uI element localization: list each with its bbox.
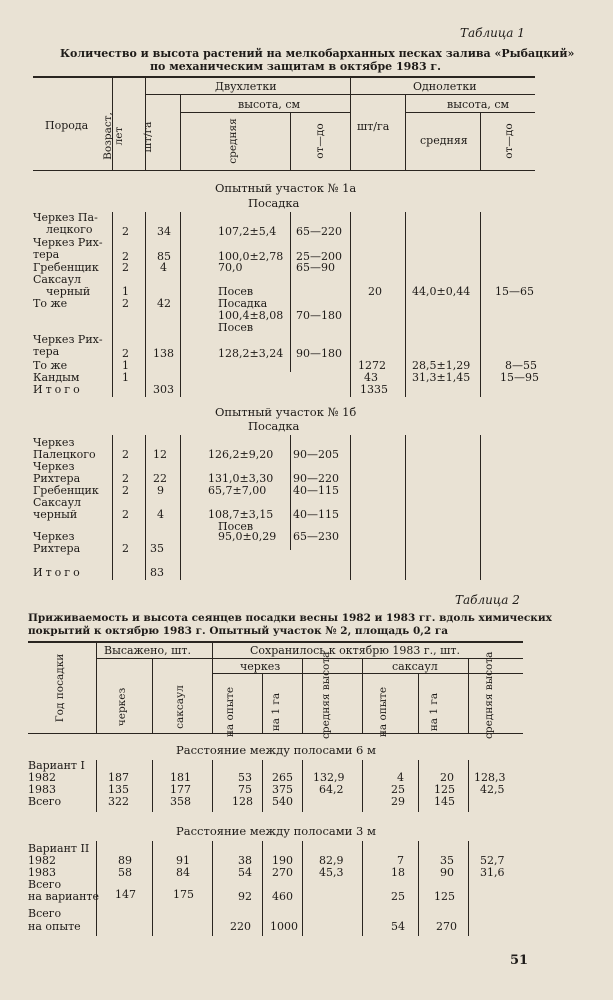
t2-vline [362, 760, 363, 812]
t2-h-saksaul-col: саксаул [174, 685, 186, 729]
t2-h-na-1-ga: на 1 га [270, 692, 282, 732]
t1-vline [480, 212, 481, 397]
t1-h-shtga: шт/га [142, 121, 154, 153]
t1a-r1-otdo: 65—220 [296, 225, 342, 238]
t1-h-vozrast: Возраст, лет [102, 112, 125, 160]
t2-vline [96, 641, 97, 733]
t2-vline [302, 658, 303, 733]
t2-variant1: Вариант I [28, 759, 85, 772]
t1a-r2-age: 2 [122, 250, 129, 263]
t1a2-r2-sht2: 1272 [358, 359, 386, 372]
t1a2-r1-sht: 138 [153, 347, 174, 360]
t2-to-saop: 54 [391, 920, 405, 933]
t1a-r5-extra-otdo: 70—180 [296, 309, 342, 322]
t1b-r4-sht: 4 [157, 508, 164, 521]
t2-h-cherkez-col: черкез [116, 687, 128, 727]
t2-vline [302, 760, 303, 812]
t2-tv-vsa: 175 [173, 888, 194, 901]
t1-section-a: Опытный участок № 1а [215, 181, 357, 195]
t1b-r5-name2: Рихтера [33, 542, 81, 555]
t2-to-label2: на опыте [28, 920, 81, 933]
t1a-r3-name1: Гребенщик [33, 261, 99, 274]
t2-vline [362, 841, 363, 936]
t1-h-shtga2: шт/га [357, 120, 390, 133]
t1a-r3-sred: 70,0 [218, 261, 243, 274]
t1b-total-sht: 83 [150, 566, 164, 579]
t2-vline [262, 673, 263, 733]
t1a-r1-sht: 34 [157, 225, 171, 238]
t1a-r5-sred: Посадка [218, 297, 268, 310]
t2-vline [262, 760, 263, 812]
t1b-r4-sred: 108,7±3,15 [208, 508, 274, 521]
t2-to-chop: 220 [230, 920, 251, 933]
t1-vline [290, 112, 291, 170]
t1-vline [145, 212, 146, 397]
t2-r3-vch: 322 [108, 795, 129, 808]
t1a-r4-age: 1 [122, 285, 129, 298]
t2-vline [212, 760, 213, 812]
t1-vline [480, 435, 481, 580]
t2-r2-chga: 375 [272, 783, 293, 796]
t2-tv-vch: 147 [115, 888, 136, 901]
t1-h-srednyaya2: средняя [420, 134, 468, 147]
t2-r1-vsa: 181 [170, 771, 191, 784]
t1b-r5-sred: 95,0±0,29 [218, 530, 277, 543]
t2-r3-god: Всего [28, 795, 62, 808]
t1a2-r3-name1: Кандым [33, 371, 80, 384]
t1b-r4-otdo: 40—115 [293, 508, 339, 521]
t2-r1-saga: 20 [440, 771, 454, 784]
t2-v2-r1-saop: 7 [397, 854, 404, 867]
t1-section-b: Опытный участок № 1б [215, 405, 357, 419]
t2-v2-r2-god: 1983 [28, 866, 56, 879]
t1a-r4-sred: Посев [218, 285, 254, 298]
t1b-r4-name1: Саксаул [33, 496, 82, 509]
table1-top-rule [33, 76, 535, 78]
t1-vline [290, 212, 291, 372]
table2-label: Таблица 2 [455, 593, 520, 607]
t1b-r5-age: 2 [122, 542, 129, 555]
t2-v2-r1-god: 1982 [28, 854, 56, 867]
t1-h-srednyaya: средняя [227, 118, 239, 164]
table2-title-line2: покрытий к октябрю 1983 г. Опытный участок № 2, площадь 0,2 га [28, 625, 449, 637]
t2-r3-saop: 29 [391, 795, 405, 808]
t2-vline [96, 841, 97, 936]
t2-vline [152, 760, 153, 812]
t2-vline [418, 760, 419, 812]
table2-top-rule [28, 641, 523, 643]
t1a2-r2-otdo2: 8—55 [505, 359, 537, 372]
t1b-r3-name1: Гребенщик [33, 484, 99, 497]
t2-v2-r2-chga: 270 [272, 866, 293, 879]
t2-r3-chop: 128 [232, 795, 253, 808]
t2-r3-vsa: 358 [170, 795, 191, 808]
t2-v2-r1-saga: 35 [440, 854, 454, 867]
t2-v2-r1-vch: 89 [118, 854, 132, 867]
t1a-total-sht: 303 [153, 383, 174, 396]
t1-h-otdo: от—до [314, 123, 326, 159]
t2-vline [152, 841, 153, 936]
t2-h-god: Год посадки [54, 653, 66, 723]
t1a-r2-name1: Черкез Рих- [33, 236, 103, 249]
t2-v2-r1-sasr: 52,7 [480, 854, 505, 867]
t2-r2-god: 1983 [28, 783, 56, 796]
t2-h-vysazheno: Высажено, шт. [104, 644, 191, 657]
t1b-r5-otdo: 65—230 [293, 530, 339, 543]
t1b-posev: Посев [218, 520, 254, 533]
t2-h-sred-vys: средняя высота [320, 651, 332, 739]
t2-vline [468, 841, 469, 936]
t2-section1: Расстояние между полосами 6 м [176, 743, 376, 757]
t2-vline [468, 658, 469, 733]
t2-vline [212, 641, 213, 733]
t1a2-r1-otdo: 90—180 [296, 347, 342, 360]
t1b-r5-name1: Черкез [33, 530, 75, 543]
t1a-r3-age: 2 [122, 261, 129, 274]
t1a2-r1-name1: Черкез Рих- [33, 333, 103, 346]
t1a-r1-age: 2 [122, 225, 129, 238]
t2-vline [418, 841, 419, 936]
t1a2-r1-sred: 128,2±3,24 [218, 347, 284, 360]
t1b-r2-name1: Черкез [33, 460, 75, 473]
t2-r1-saop: 4 [397, 771, 404, 784]
t2-v2-r2-vsa: 84 [176, 866, 190, 879]
t1a-r3-otdo: 65—90 [296, 261, 335, 274]
t1b-r2-sht: 22 [153, 472, 167, 485]
t2-tv-saop: 25 [391, 890, 405, 903]
t1b-r4-name2: черный [33, 508, 78, 521]
t1b-r1-age: 2 [122, 448, 129, 461]
t1-h-odnoletki: Однолетки [413, 80, 477, 93]
t2-r2-saga: 125 [434, 783, 455, 796]
t1b-r3-age: 2 [122, 484, 129, 497]
t2-r2-vsa: 177 [170, 783, 191, 796]
t1a-r5-extra-sred: 100,4±8,08 [218, 309, 284, 322]
t2-v2-r2-chop: 54 [238, 866, 252, 879]
t2-r1-sasr: 128,3 [474, 771, 506, 784]
t2-r2-saop: 25 [391, 783, 405, 796]
t1a-r4-name2: черный [46, 285, 91, 298]
table1-group-rule [145, 94, 535, 95]
t2-h-sred-vys2: средняя высота [483, 651, 495, 739]
t1a2-r2-age: 1 [122, 359, 129, 372]
t2-r1-chsr: 132,9 [313, 771, 345, 784]
t1b-total-label: Итого [33, 566, 83, 579]
t2-tv-saga: 125 [434, 890, 455, 903]
t1a-r2-otdo: 25—200 [296, 250, 342, 263]
t1a-r4-sht2: 20 [368, 285, 382, 298]
t1a-r1-name2: лецкого [46, 223, 93, 236]
table1-vysota-rule-1 [180, 112, 350, 113]
table2-subgroup-rule [212, 673, 523, 674]
t2-v2-r1-vsa: 91 [176, 854, 190, 867]
table2-group-rule [96, 658, 523, 659]
t1-h-poroda: Порода [45, 119, 89, 132]
t2-variant2: Вариант II [28, 842, 90, 855]
t1b-r1-sht: 12 [153, 448, 167, 461]
t1-vline [350, 76, 351, 170]
t2-v2-r2-sasr: 31,6 [480, 866, 505, 879]
t2-vline [468, 760, 469, 812]
t1-vline [145, 435, 146, 580]
t2-to-chga: 1000 [270, 920, 298, 933]
t2-vline [418, 673, 419, 733]
t1-vline [480, 112, 481, 170]
t1-vline [350, 435, 351, 580]
t1a2-r2-name1: То же [33, 359, 68, 372]
t2-tv-chga: 460 [272, 890, 293, 903]
t2-h-sohranilos: Сохранилось к октябрю 1983 г., шт. [250, 644, 460, 657]
t1a-r5-sht: 42 [157, 297, 171, 310]
t1a2-r3-sred2: 31,3±1,45 [412, 371, 471, 384]
t1-h-dvuhletki: Двухлетки [215, 80, 277, 93]
t2-r3-saga: 145 [434, 795, 455, 808]
t2-r1-god: 1982 [28, 771, 56, 784]
t1-vline [405, 212, 406, 397]
t2-vline [262, 841, 263, 936]
t1a-r2-sht: 85 [157, 250, 171, 263]
t1a-r5-age: 2 [122, 297, 129, 310]
t2-to-saga: 270 [436, 920, 457, 933]
t1a-total-sht2: 1335 [360, 383, 388, 396]
t1-vline [112, 212, 113, 397]
t2-vline [362, 658, 363, 733]
t2-v2-r2-vch: 58 [118, 866, 132, 879]
t2-r2-sasr: 42,5 [480, 783, 505, 796]
t1a-r2-name2: тера [33, 248, 60, 261]
t1b-r1-name2: Палецкого [33, 448, 96, 461]
t1a-r4-sred2: 44,0±0,44 [412, 285, 471, 298]
t1b-r2-age: 2 [122, 472, 129, 485]
t1a-r1-sred: 107,2±5,4 [218, 225, 277, 238]
t1a-total-label: Итого [33, 383, 83, 396]
t2-r1-chop: 53 [238, 771, 252, 784]
t1-vline [180, 435, 181, 580]
t2-h-saksaul: саксаул [392, 660, 438, 673]
t1-vline [405, 94, 406, 170]
t1a2-r2-sred2: 28,5±1,29 [412, 359, 471, 372]
t1-vline [180, 212, 181, 397]
t1-h-vysota: высота, см [238, 98, 301, 111]
t2-v2-r1-chop: 38 [238, 854, 252, 867]
t2-tv-label1: Всего [28, 878, 62, 891]
t1a2-r1-name2: тера [33, 345, 60, 358]
t1-vline [112, 435, 113, 580]
t1b-r2-sred: 131,0±3,30 [208, 472, 274, 485]
t1-section-b-sub: Посадка [248, 419, 300, 433]
t1-h-otdo2: от—до [503, 123, 515, 159]
t1a-r4-name1: Саксаул [33, 273, 82, 286]
t1-vline [405, 435, 406, 580]
t2-h-na-opyte2: на опыте [377, 686, 389, 738]
t1a-r5-name1: То же [33, 297, 68, 310]
table1-title-line1: Количество и высота растений на мелкобарханных песках залива «Рыбацкий» [60, 47, 575, 60]
t1a2-r3-sht2: 43 [364, 371, 378, 384]
t1a2-r3-otdo2: 15—95 [500, 371, 539, 384]
t1-section-a-sub: Посадка [248, 196, 300, 210]
t2-tv-label2: на варианте [28, 890, 99, 903]
t2-vline [302, 841, 303, 936]
t1-h-vysota2: высота, см [447, 98, 510, 111]
t2-v2-r1-chsr: 82,9 [319, 854, 344, 867]
t2-r2-chop: 75 [238, 783, 252, 796]
t1a2-r1-age: 2 [122, 347, 129, 360]
page-number: 51 [510, 953, 529, 968]
t1b-r2-otdo: 90—220 [293, 472, 339, 485]
t2-r2-vch: 135 [108, 783, 129, 796]
t2-r2-chsr: 64,2 [319, 783, 344, 796]
t1-vline [180, 94, 181, 170]
t1a-r5-extra-posev: Посев [218, 321, 254, 334]
t1b-r1-sred: 126,2±9,20 [208, 448, 274, 461]
table1-title-line2: по механическим защитам в октябре 1983 г. [150, 60, 442, 73]
t2-v2-r2-saga: 90 [440, 866, 454, 879]
t2-v2-r2-chsr: 45,3 [319, 866, 344, 879]
t2-section2: Расстояние между полосами 3 м [176, 824, 376, 838]
t1a2-r3-age: 1 [122, 371, 129, 384]
t2-vline [96, 760, 97, 812]
t1-vline [350, 212, 351, 397]
t1a-r1-name1: Черкез Па- [33, 211, 98, 224]
t1b-r3-otdo: 40—115 [293, 484, 339, 497]
t1b-r3-sht: 9 [157, 484, 164, 497]
table2-title-line1: Приживаемость и высота сеянцев посадки весны 1982 и 1983 гг. вдоль химических [28, 612, 552, 624]
table1-label: Таблица 1 [460, 26, 525, 40]
t1b-r1-otdo: 90—205 [293, 448, 339, 461]
t1b-r1-name1: Черкез [33, 436, 75, 449]
t2-r1-chga: 265 [272, 771, 293, 784]
t2-h-na-opyte: на опыте [224, 686, 236, 738]
t2-r3-chga: 540 [272, 795, 293, 808]
t1-vline [290, 435, 291, 550]
t2-v2-r1-chga: 190 [272, 854, 293, 867]
t2-v2-r2-saop: 18 [391, 866, 405, 879]
t1b-r2-name2: Рихтера [33, 472, 81, 485]
t1b-r4-age: 2 [122, 508, 129, 521]
t1a-r3-sht: 4 [160, 261, 167, 274]
t2-vline [152, 658, 153, 733]
t2-to-label1: Всего [28, 907, 62, 920]
t2-r1-vch: 187 [108, 771, 129, 784]
t2-vline [212, 841, 213, 936]
t2-h-cherkez: черкез [240, 660, 281, 673]
t2-h-na-1-ga2: на 1 га [428, 692, 440, 732]
t1a-r4-otdo2: 15—65 [495, 285, 534, 298]
t1b-r3-sred: 65,7±7,00 [208, 484, 267, 497]
t2-tv-chop: 92 [238, 890, 252, 903]
t1b-r5-sht: 35 [150, 542, 164, 555]
t1a-r2-sred: 100,0±2,78 [218, 250, 284, 263]
table1-vysota-rule-2 [405, 112, 535, 113]
